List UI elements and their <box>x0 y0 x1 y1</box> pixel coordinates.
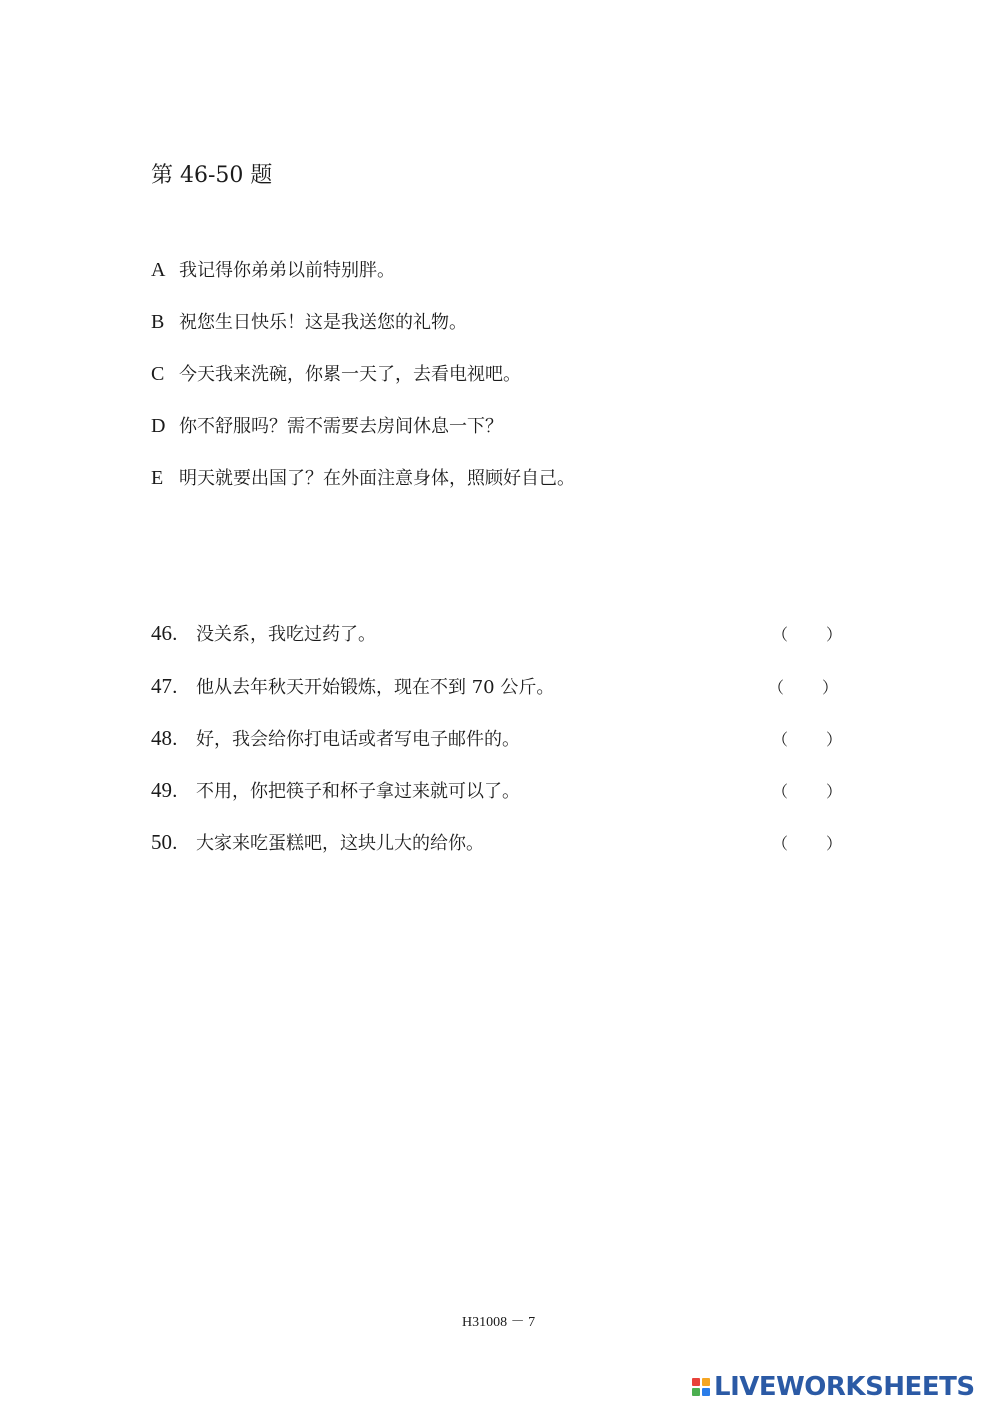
option-c <box>151 360 521 386</box>
option-b <box>151 308 467 334</box>
question-number: 48 <box>151 726 172 750</box>
option-letter: A <box>151 259 166 281</box>
option-letter: B <box>151 311 165 333</box>
question-text: 他从去年秋天开始锻炼，现在不到 70 公斤。 <box>196 677 555 698</box>
option-text: 祝您生日快乐！这是我送您的礼物。 <box>179 312 467 333</box>
liveworksheets-logo[interactable] <box>692 1372 975 1402</box>
option-letter: D <box>151 415 166 437</box>
paren-open: （ <box>772 834 789 853</box>
question-text: 没关系，我吃过药了。 <box>196 624 376 645</box>
question-48: 48． 好，我会给你打电话或者写电子邮件的。 <box>151 726 520 750</box>
question-46: 46． 没关系，我吃过药了。 <box>151 621 376 645</box>
question-text: 大家来吃蛋糕吧，这块儿大的给你。 <box>196 833 484 854</box>
question-number: 50 <box>151 830 172 854</box>
option-e <box>151 464 575 490</box>
paren-open: （ <box>772 730 789 749</box>
question-number: 49 <box>151 778 172 802</box>
paren-open: （ <box>768 678 785 697</box>
option-letter: E <box>151 467 164 489</box>
question-text: 好，我会给你打电话或者写电子邮件的。 <box>196 729 520 750</box>
option-letter: C <box>151 363 165 385</box>
section-title: 第 46-50 题 <box>151 163 273 188</box>
question-49: 49． 不用，你把筷子和杯子拿过来就可以了。 <box>151 778 520 802</box>
option-d <box>151 412 503 438</box>
paren-close: ） <box>825 782 842 801</box>
question-47: 47． 他从去年秋天开始锻炼，现在不到 70 公斤。 <box>151 674 555 698</box>
paren-close: ） <box>825 834 842 853</box>
paren-close: ） <box>825 625 842 644</box>
question-number: 46 <box>151 621 172 645</box>
answer-box-50[interactable] <box>772 831 842 854</box>
option-a <box>151 256 395 282</box>
question-number: 47 <box>151 674 172 698</box>
answer-box-48[interactable] <box>772 727 842 750</box>
option-text: 我记得你弟弟以前特别胖。 <box>179 260 395 281</box>
answer-box-49[interactable] <box>772 779 842 802</box>
paren-open: （ <box>772 782 789 801</box>
question-50: 50． 大家来吃蛋糕吧，这块儿大的给你。 <box>151 830 484 854</box>
logo-text: LIVEWORKSHEETS <box>714 1372 975 1402</box>
paren-close: ） <box>821 678 838 697</box>
question-text: 不用，你把筷子和杯子拿过来就可以了。 <box>196 781 520 802</box>
paren-open: （ <box>772 625 789 644</box>
answer-box-46[interactable] <box>772 622 842 645</box>
logo-grid-icon <box>692 1378 710 1396</box>
option-text: 明天就要出国了？在外面注意身体，照顾好自己。 <box>179 468 575 489</box>
option-text: 今天我来洗碗，你累一天了，去看电视吧。 <box>179 364 521 385</box>
option-text: 你不舒服吗？需不需要去房间休息一下？ <box>179 416 503 437</box>
paren-close: ） <box>825 730 842 749</box>
answer-box-47[interactable] <box>768 675 838 698</box>
page-footer: H31008 － 7 <box>462 1315 536 1330</box>
